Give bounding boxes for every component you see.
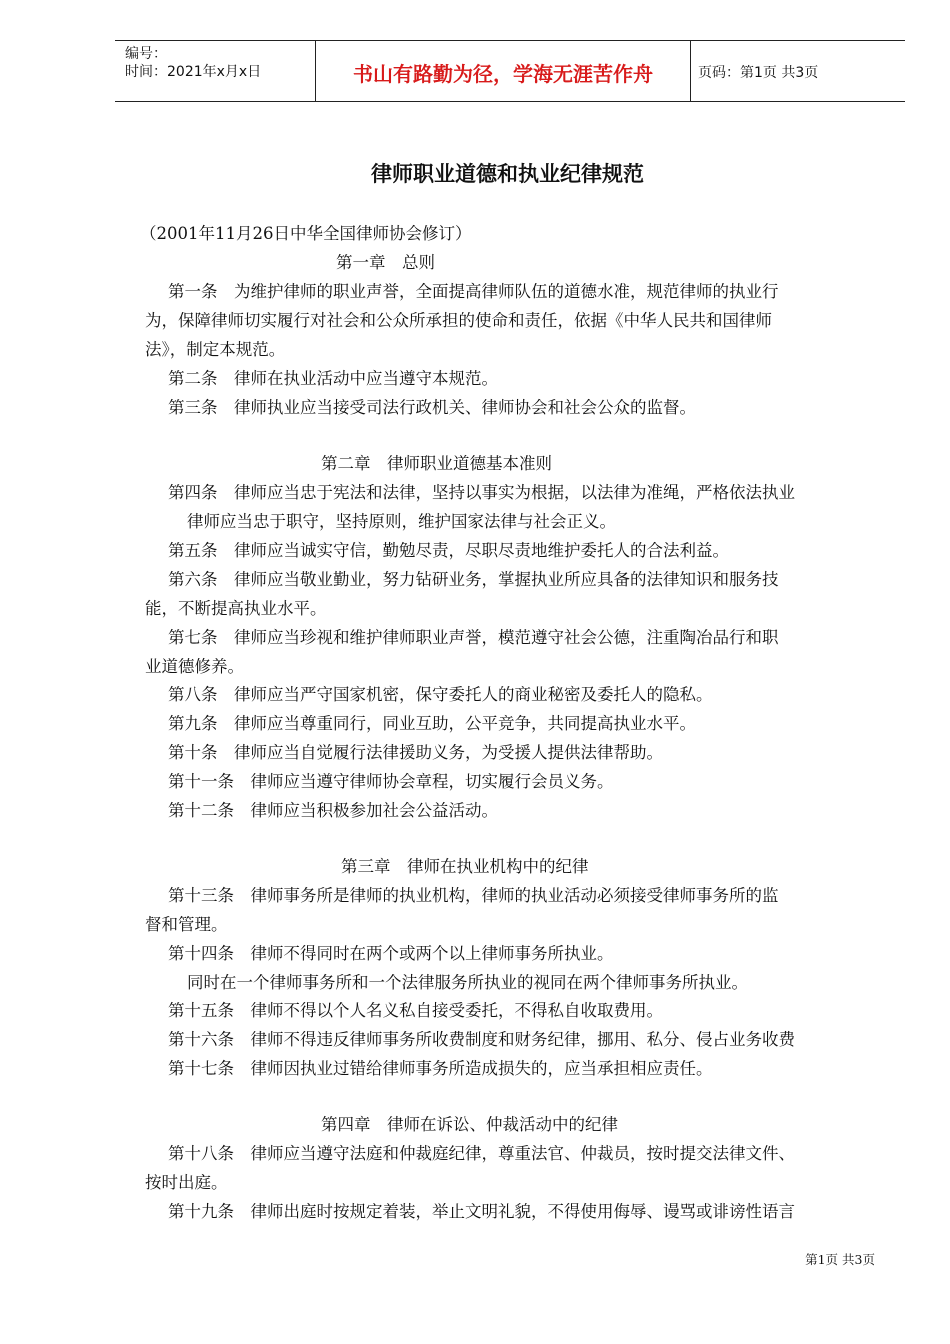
article-19: 第十九条 律师出庭时按规定着装，举止文明礼貌，不得使用侮辱、谩骂或诽谤性语言 bbox=[168, 1202, 795, 1221]
article-8: 第八条 律师应当严守国家机密，保守委托人的商业秘密及委托人的隐私。 bbox=[168, 685, 713, 704]
document-title: 律师职业道德和执业纪律规范 bbox=[371, 162, 644, 186]
chapter-2-heading: 第二章 律师职业道德基本准则 bbox=[321, 454, 552, 473]
article-11: 第十一条 律师应当遵守律师协会章程，切实履行会员义务。 bbox=[168, 772, 614, 791]
article-1-line-2: 为，保障律师切实履行对社会和公众所承担的使命和责任，依据《中华人民共和国律师 bbox=[145, 311, 772, 330]
article-1-line-1: 第一条 为维护律师的职业声誉，全面提高律师队伍的道德水准，规范律师的执业行 bbox=[168, 282, 779, 301]
article-18-line-2: 按时出庭。 bbox=[145, 1173, 228, 1192]
article-2: 第二条 律师在执业活动中应当遵守本规范。 bbox=[168, 369, 498, 388]
article-9: 第九条 律师应当尊重同行，同业互助，公平竞争，共同提高执业水平。 bbox=[168, 714, 696, 733]
time-label: 时间：2021年x月x日 bbox=[125, 64, 262, 80]
page-header bbox=[115, 40, 905, 102]
article-17: 第十七条 律师因执业过错给律师事务所造成损失的，应当承担相应责任。 bbox=[168, 1059, 713, 1078]
article-7-line-2: 业道德修养。 bbox=[145, 657, 244, 676]
article-3: 第三条 律师执业应当接受司法行政机关、律师协会和社会公众的监督。 bbox=[168, 398, 696, 417]
article-13-line-2: 督和管理。 bbox=[145, 915, 228, 934]
article-4-line-2: 律师应当忠于职守，坚持原则，维护国家法律与社会正义。 bbox=[187, 512, 616, 531]
header-motto-cell bbox=[315, 41, 691, 101]
article-14-supplement: 同时在一个律师事务所和一个法律服务所执业的视同在两个律师事务所执业。 bbox=[187, 973, 748, 992]
chapter-3-heading: 第三章 律师在执业机构中的纪律 bbox=[341, 857, 589, 876]
header-page-label: 页码：第1页 共3页 bbox=[698, 65, 819, 81]
article-4-line-1: 第四条 律师应当忠于宪法和法律，坚持以事实为根据，以法律为准绳，严格依法执业 bbox=[168, 483, 795, 502]
motto-text: 书山有路勤为径，学海无涯苦作舟 bbox=[353, 62, 653, 86]
article-16: 第十六条 律师不得违反律师事务所收费制度和财务纪律，挪用、私分、侵占业务收费 bbox=[168, 1030, 795, 1049]
article-5: 第五条 律师应当诚实守信，勤勉尽责，尽职尽责地维护委托人的合法利益。 bbox=[168, 541, 729, 560]
header-page-cell bbox=[690, 41, 905, 101]
chapter-1-heading: 第一章 总则 bbox=[336, 253, 435, 272]
article-13-line-1: 第十三条 律师事务所是律师的执业机构，律师的执业活动必须接受律师事务所的监 bbox=[168, 886, 779, 905]
article-7-line-1: 第七条 律师应当珍视和维护律师职业声誉，模范遵守社会公德，注重陶冶品行和职 bbox=[168, 628, 779, 647]
article-12: 第十二条 律师应当积极参加社会公益活动。 bbox=[168, 801, 498, 820]
article-6-line-1: 第六条 律师应当敬业勤业，努力钻研业务，掌握执业所应具备的法律知识和服务技 bbox=[168, 570, 779, 589]
article-18-line-1: 第十八条 律师应当遵守法庭和仲裁庭纪律，尊重法官、仲裁员，按时提交法律文件、 bbox=[168, 1144, 795, 1163]
article-1-line-3: 法》，制定本规范。 bbox=[145, 340, 286, 359]
page-footer: 第1页 共3页 bbox=[805, 1252, 875, 1267]
article-10: 第十条 律师应当自觉履行法律援助义务，为受援人提供法律帮助。 bbox=[168, 743, 663, 762]
article-14: 第十四条 律师不得同时在两个或两个以上律师事务所执业。 bbox=[168, 944, 614, 963]
article-15: 第十五条 律师不得以个人名义私自接受委托，不得私自收取费用。 bbox=[168, 1001, 663, 1020]
serial-label: 编号： bbox=[125, 46, 167, 62]
article-6-line-2: 能，不断提高执业水平。 bbox=[145, 599, 327, 618]
chapter-4-heading: 第四章 律师在诉讼、仲裁活动中的纪律 bbox=[321, 1115, 618, 1134]
revision-note: （2001年11月26日中华全国律师协会修订） bbox=[140, 224, 472, 243]
header-meta-cell bbox=[115, 41, 315, 101]
